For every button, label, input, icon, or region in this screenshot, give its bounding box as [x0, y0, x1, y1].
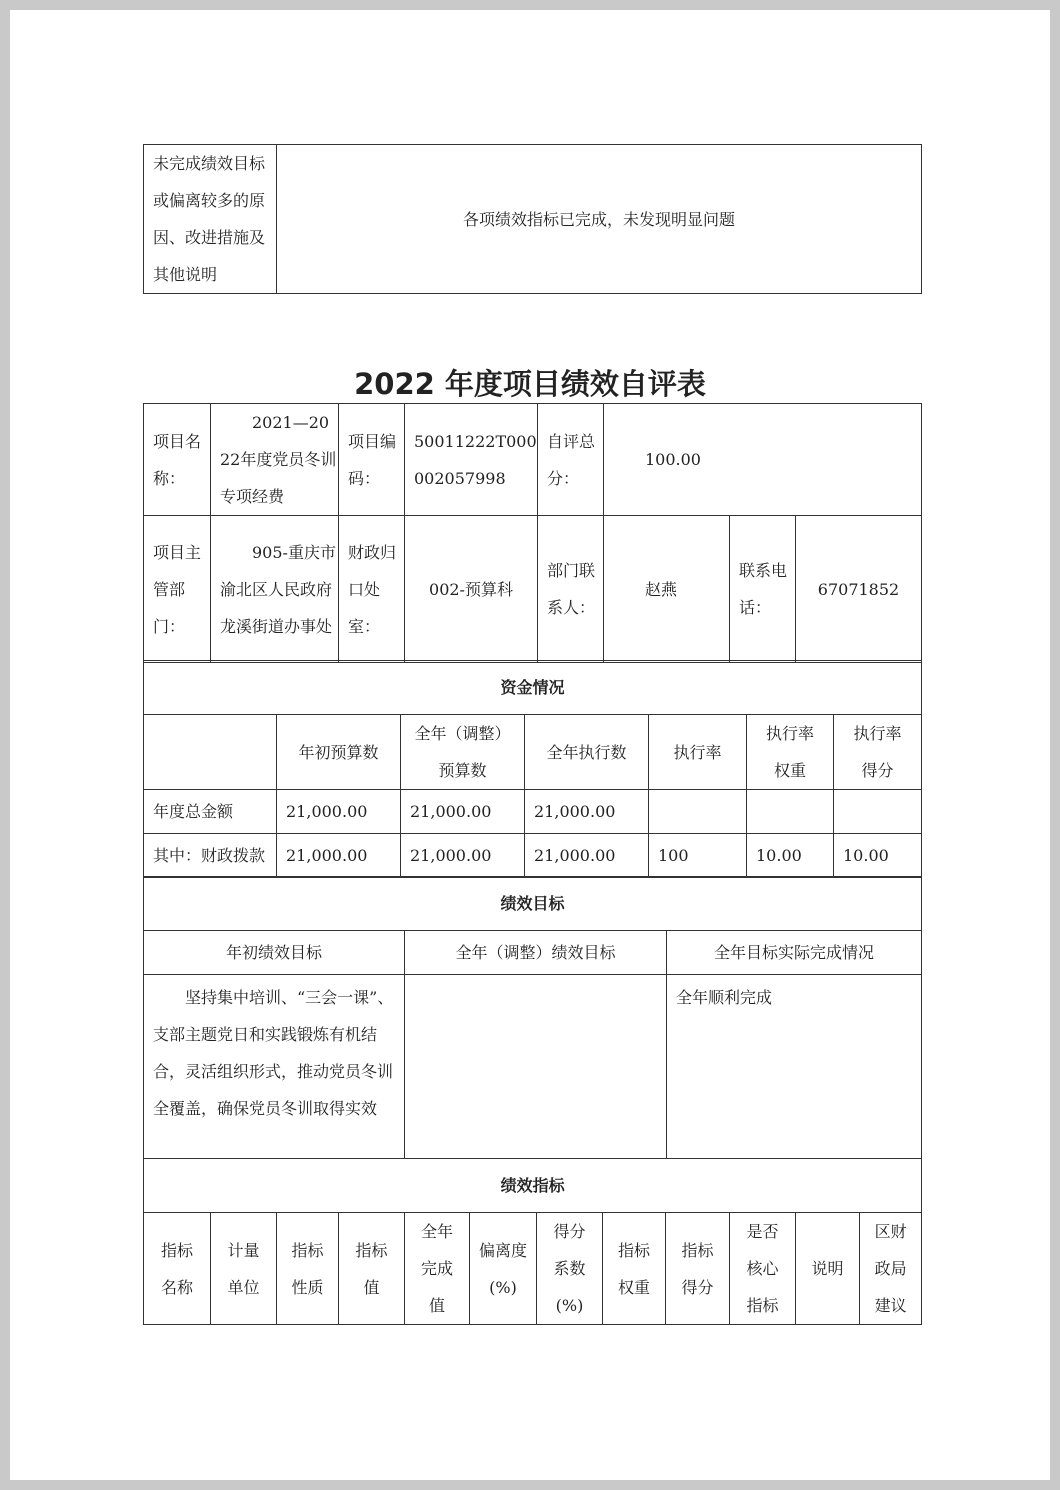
indicator-header-suggestion: 区财政局建议 — [860, 1213, 922, 1325]
funds-header-executed: 全年执行数 — [525, 715, 649, 790]
dept-label: 项目主管部门： — [144, 516, 211, 663]
indicator-header-coefficient: 得分系数(%) — [537, 1213, 603, 1325]
previous-table — [143, 144, 922, 294]
funds-header-score: 执行率得分 — [834, 715, 922, 790]
indicator-header-unit: 计量单位 — [211, 1213, 277, 1325]
table-row — [144, 790, 922, 834]
goals-header-adjusted: 全年（调整）绩效目标 — [405, 931, 667, 975]
indicator-header-score: 指标得分 — [666, 1213, 730, 1325]
funds-cell-score: 10.00 — [834, 834, 922, 878]
funds-cell-adjusted: 21,000.00 — [401, 790, 525, 834]
funds-table — [143, 660, 922, 878]
page-title: 2022 年度项目绩效自评表 — [354, 367, 706, 401]
funds-header-weight: 执行率权重 — [747, 715, 834, 790]
funds-header-initial: 年初预算数 — [277, 715, 401, 790]
funds-cell-rate: 100 — [649, 834, 747, 878]
funds-cell-adjusted: 21,000.00 — [401, 834, 525, 878]
project-code-value: 50011222T000002057998 — [405, 404, 538, 516]
finance-label: 财政归口处室： — [339, 516, 405, 663]
funds-cell-rate — [649, 790, 747, 834]
project-info-table — [143, 403, 922, 663]
indicator-header-completed: 全年完成值 — [405, 1213, 470, 1325]
document-page — [10, 10, 1050, 1480]
table-row — [144, 834, 922, 878]
indicator-header-value: 指标值 — [339, 1213, 405, 1325]
funds-section-title: 资金情况 — [144, 661, 922, 715]
project-name-value: 2021—2022年度党员冬训专项经费 — [211, 404, 339, 516]
unfinished-reason-content: 各项绩效指标已完成，未发现明显问题 — [277, 145, 922, 294]
project-name-label: 项目名称： — [144, 404, 211, 516]
funds-cell-initial: 21,000.00 — [277, 834, 401, 878]
finance-value: 002-预算科 — [405, 516, 538, 663]
indicator-header-weight: 指标权重 — [603, 1213, 666, 1325]
indicator-header-nature: 指标性质 — [277, 1213, 339, 1325]
funds-header-adjusted: 全年（调整）预算数 — [401, 715, 525, 790]
project-code-label: 项目编码： — [339, 404, 405, 516]
indicator-header-core: 是否核心指标 — [730, 1213, 796, 1325]
indicators-table — [143, 1158, 922, 1325]
funds-row-label: 年度总金额 — [144, 790, 277, 834]
score-value: 100.00 — [604, 404, 922, 516]
phone-label: 联系电话： — [730, 516, 796, 663]
goals-section-title: 绩效目标 — [144, 877, 922, 931]
funds-cell-weight: 10.00 — [747, 834, 834, 878]
phone-value: 67071852 — [796, 516, 922, 663]
indicators-section-title: 绩效指标 — [144, 1159, 922, 1213]
unfinished-reason-label: 未完成绩效目标或偏离较多的原因、改进措施及其他说明 — [144, 145, 277, 294]
funds-header-rate: 执行率 — [649, 715, 747, 790]
indicator-header-deviation: 偏离度(%) — [470, 1213, 537, 1325]
indicator-header-note: 说明 — [796, 1213, 860, 1325]
goals-initial-text: 坚持集中培训、“三会一课”、支部主题党日和实践锻炼有机结合，灵活组织形式，推动党员冬训全覆盖，确保党员冬训取得实效 — [144, 975, 405, 1159]
goals-adjusted-text — [405, 975, 667, 1159]
contact-label: 部门联系人： — [538, 516, 604, 663]
funds-cell-executed: 21,000.00 — [525, 834, 649, 878]
goals-header-actual: 全年目标实际完成情况 — [667, 931, 922, 975]
funds-header-empty — [144, 715, 277, 790]
funds-cell-initial: 21,000.00 — [277, 790, 401, 834]
goals-header-initial: 年初绩效目标 — [144, 931, 405, 975]
funds-cell-weight — [747, 790, 834, 834]
goals-actual-text: 全年顺利完成 — [667, 975, 922, 1159]
funds-cell-executed: 21,000.00 — [525, 790, 649, 834]
indicator-header-name: 指标名称 — [144, 1213, 211, 1325]
funds-row-label: 其中：财政拨款 — [144, 834, 277, 878]
score-label: 自评总分： — [538, 404, 604, 516]
contact-value: 赵燕 — [604, 516, 730, 663]
goals-table — [143, 876, 922, 1159]
funds-cell-score — [834, 790, 922, 834]
dept-value: 905-重庆市渝北区人民政府龙溪街道办事处 — [211, 516, 339, 663]
